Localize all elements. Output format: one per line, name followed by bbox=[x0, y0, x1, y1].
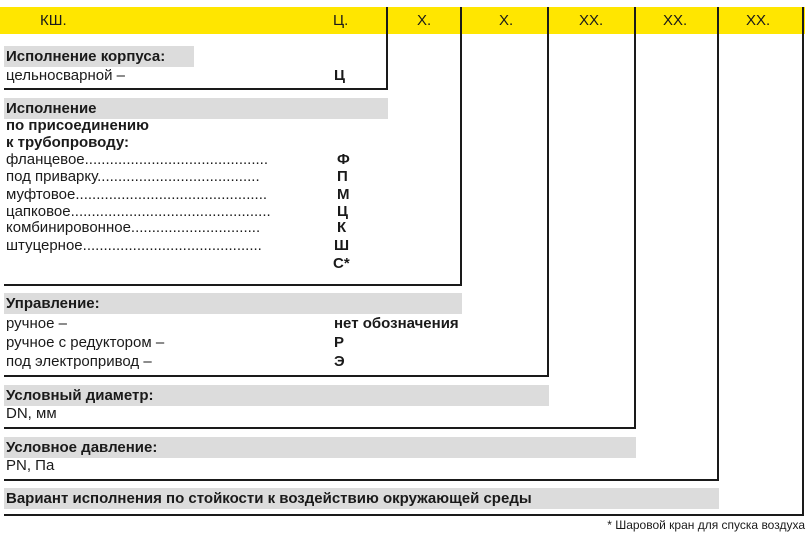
control-code-gearbox: Р bbox=[334, 334, 345, 351]
header-cell-diameter: ХХ. bbox=[579, 12, 604, 29]
variant-title: Вариант исполнения по стойкости к воздействию окружающей среды bbox=[6, 490, 532, 507]
connection-code-flanged: Ф bbox=[337, 151, 350, 168]
header-cell-connection: Х. bbox=[417, 12, 432, 29]
connection-title-line-3: к трубопроводу: bbox=[6, 134, 129, 151]
body-type-item: цельносварной – bbox=[6, 67, 125, 84]
header-cell-ksh: КШ. bbox=[40, 12, 67, 29]
connection-item-welded: под приварку....................................... bbox=[6, 168, 260, 185]
connection-code-welded: П bbox=[337, 168, 348, 185]
header-cell-control: Х. bbox=[499, 12, 514, 29]
pressure-sub: PN, Па bbox=[6, 457, 55, 474]
header-cell-variant: ХХ. bbox=[746, 12, 771, 29]
pressure-title: Условное давление: bbox=[6, 439, 158, 456]
control-item-manual: ручное – bbox=[6, 315, 67, 332]
control-item-electric: под электропривод – bbox=[6, 353, 152, 370]
connection-code-combined: К bbox=[337, 219, 347, 236]
connector-line-connection bbox=[460, 7, 462, 286]
connection-code-fitting: Ш bbox=[334, 237, 350, 254]
control-code-manual: нет обозначения bbox=[334, 315, 459, 332]
connection-item-nipple: цапковое................................................ bbox=[6, 203, 271, 220]
connection-code-nipple: Ц bbox=[337, 203, 348, 220]
connector-line-variant bbox=[802, 7, 804, 516]
connection-code-coupling: М bbox=[337, 186, 350, 203]
connection-item-flanged: фланцевое............................................ bbox=[6, 151, 269, 168]
diameter-sub: DN, мм bbox=[6, 405, 57, 422]
connector-hline-pressure bbox=[4, 479, 719, 481]
connector-line-body bbox=[386, 7, 388, 90]
connection-item-coupling: муфтовое.............................................. bbox=[6, 186, 268, 203]
connector-hline-diameter bbox=[4, 427, 636, 429]
footnote: * Шаровой кран для спуска воздуха bbox=[607, 518, 805, 532]
header-cell-body: Ц. bbox=[333, 12, 349, 29]
body-type-code: Ц bbox=[334, 67, 345, 84]
connection-item-fitting: штуцерное........................................... bbox=[6, 237, 262, 254]
connector-hline-connection bbox=[4, 284, 462, 286]
connection-title-line-1: Исполнение bbox=[6, 100, 97, 117]
connector-hline-variant bbox=[4, 514, 804, 516]
control-item-gearbox: ручное с редуктором – bbox=[6, 334, 165, 351]
control-title: Управление: bbox=[6, 295, 100, 312]
header-cell-pressure: ХХ. bbox=[663, 12, 688, 29]
control-code-electric: Э bbox=[334, 353, 345, 370]
connector-line-control bbox=[547, 7, 549, 377]
diameter-title: Условный диаметр: bbox=[6, 387, 154, 404]
body-type-title: Исполнение корпуса: bbox=[6, 48, 166, 65]
connector-hline-control bbox=[4, 375, 549, 377]
connection-item-combined: комбинировонное............................... bbox=[6, 219, 261, 236]
connection-title-line-2: по присоединению bbox=[6, 117, 149, 134]
connection-code-drain: С* bbox=[333, 255, 350, 272]
connector-line-pressure bbox=[717, 7, 719, 481]
connector-hline-body bbox=[4, 88, 388, 90]
connector-line-diameter bbox=[634, 7, 636, 429]
